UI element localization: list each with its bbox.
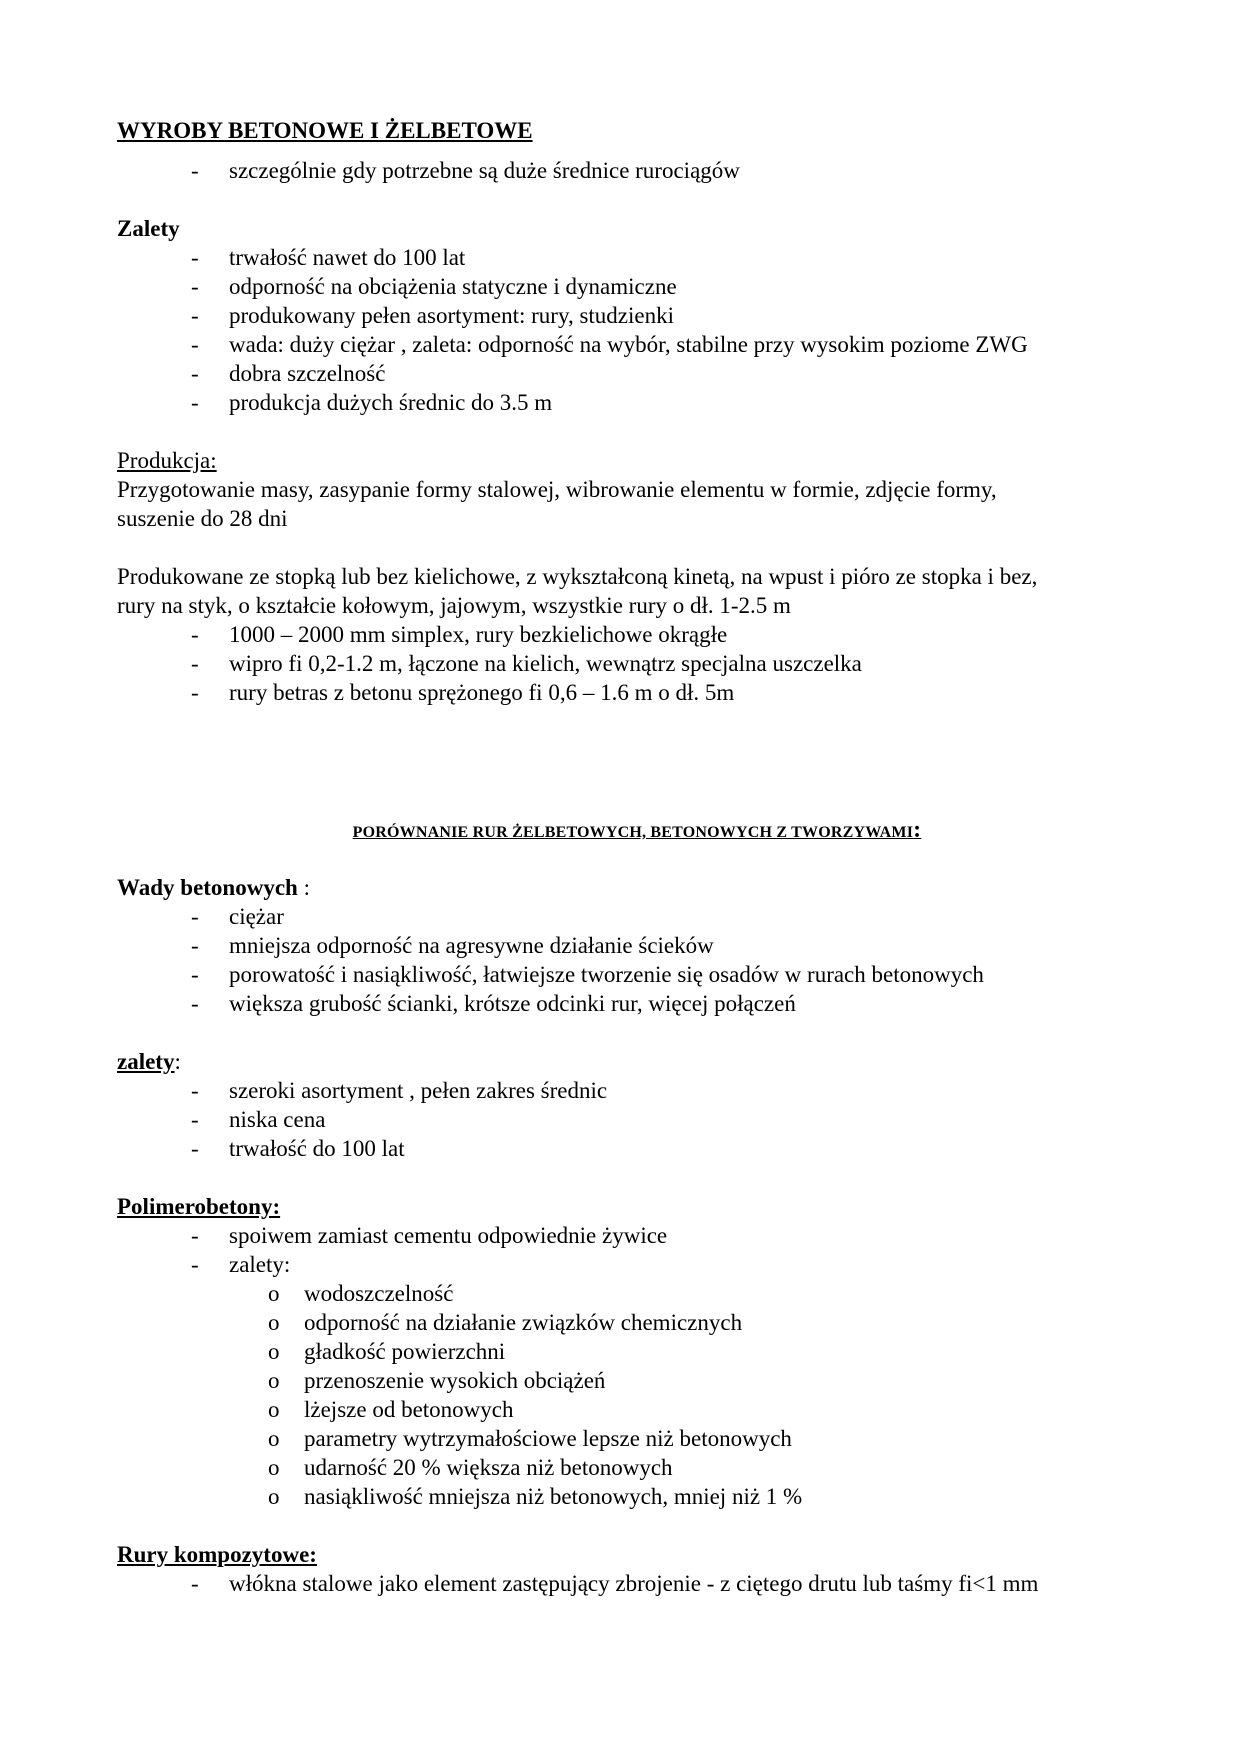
list-item: - wipro fi 0,2-1.2 m, łączone na kielich, wewnątrz specjalna uszczelka [191,651,862,676]
section-heading-wady: Wady betonowych : [117,875,310,900]
produkowane-list [117,620,1127,707]
produkowane-text-line-1: Produkowane ze stopką lub bez kielichowe, z wykształconą kinetą, na wpust i pióro ze stopka i bez, [117,564,1038,589]
o-bullet: o [268,1281,280,1306]
list-item: - włókna stalowe jako element zastępujący zbrojenie - z ciętego drutu lub taśmy fi<1 mm [191,1571,1039,1596]
list-item: - produkowany pełen asortyment: rury, studzienki [191,303,674,328]
list-item: - 1000 – 2000 mm simplex, rury bezkielichowe okrągłe [191,622,728,647]
comparison-heading: PORÓWNANIE RUR ŻELBETOWYCH, BETONOWYCH Z TWORZYWAMI: [352,817,922,843]
sub-list-item: o udarność 20 % większa niż betonowych [268,1455,673,1480]
kompozyt-list [117,1569,1127,1598]
list-item: - wada: duży ciężar , zaleta: odporność na wybór, stabilne przy wysokim poziome ZWG [191,332,1028,357]
wady-list [117,902,1127,1018]
produkowane-text-line-2: rury na styk, o kształcie kołowym, jajowym, wszystkie rury o dł. 1-2.5 m [117,593,791,618]
section-heading-rury-kompozytowe: Rury kompozytowe: [117,1542,317,1567]
sub-list-item: o parametry wytrzymałościowe lepsze niż betonowych [268,1426,792,1451]
list-item: - odporność na obciążenia statyczne i dynamiczne [191,274,677,299]
list-item: - produkcja dużych średnic do 3.5 m [191,390,553,415]
section-heading-polimerobetony: Polimerobetony: [117,1194,281,1219]
list-item: - zalety: [191,1252,291,1277]
list-item: - ciężar [191,904,284,929]
list-item: - większa grubość ścianki, krótsze odcinki rur, więcej połączeń [191,991,796,1016]
sub-list-item: o wodoszczelność [268,1281,454,1306]
list-item: - szeroki asortyment , pełen zakres średnic [191,1078,608,1103]
sub-list-item: o lżejsze od betonowych [268,1397,514,1422]
section-heading-zalety-2: zalety: [117,1049,181,1074]
list-item: - szczególnie gdy potrzebne są duże średnice rurociągów [191,158,740,183]
document-page [117,116,1127,1598]
zalety-list [117,243,1127,417]
sub-list-item: o przenoszenie wysokich obciążeń [268,1368,606,1393]
list-item: - dobra szczelność [191,361,386,386]
intro-list [117,156,1127,185]
polimer-sub-list [117,1279,1127,1511]
list-item: - spoiwem zamiast cementu odpowiednie żywice [191,1223,668,1248]
list-item: - mniejsza odporność na agresywne działanie ścieków [191,933,714,958]
polimer-list [117,1221,1127,1279]
list-item: - trwałość nawet do 100 lat [191,245,466,270]
list-item: - porowatość i nasiąkliwość, łatwiejsze tworzenie się osadów w rurach betonowych [191,962,984,987]
section-heading-zalety: Zalety [117,216,180,241]
list-item: - niska cena [191,1107,326,1132]
sub-list-item: o nasiąkliwość mniejsza niż betonowych, mniej niż 1 % [268,1484,803,1509]
zalety-2-list [117,1076,1127,1163]
produkcja-text-line-2: suszenie do 28 dni [117,506,288,531]
document-title: WYROBY BETONOWE I ŻELBETOWE [117,118,533,143]
dash-bullet: - [191,158,199,183]
section-heading-produkcja: Produkcja: [117,448,217,473]
sub-list-item: o gładkość powierzchni [268,1339,506,1364]
list-item: - trwałość do 100 lat [191,1136,405,1161]
list-item: - rury betras z betonu sprężonego fi 0,6 – 1.6 m o dł. 5m [191,680,735,705]
produkcja-text-line-1: Przygotowanie masy, zasypanie formy stalowej, wibrowanie elementu w formie, zdjęcie formy, [117,477,997,502]
sub-list-item: o odporność na działanie związków chemicznych [268,1310,743,1335]
